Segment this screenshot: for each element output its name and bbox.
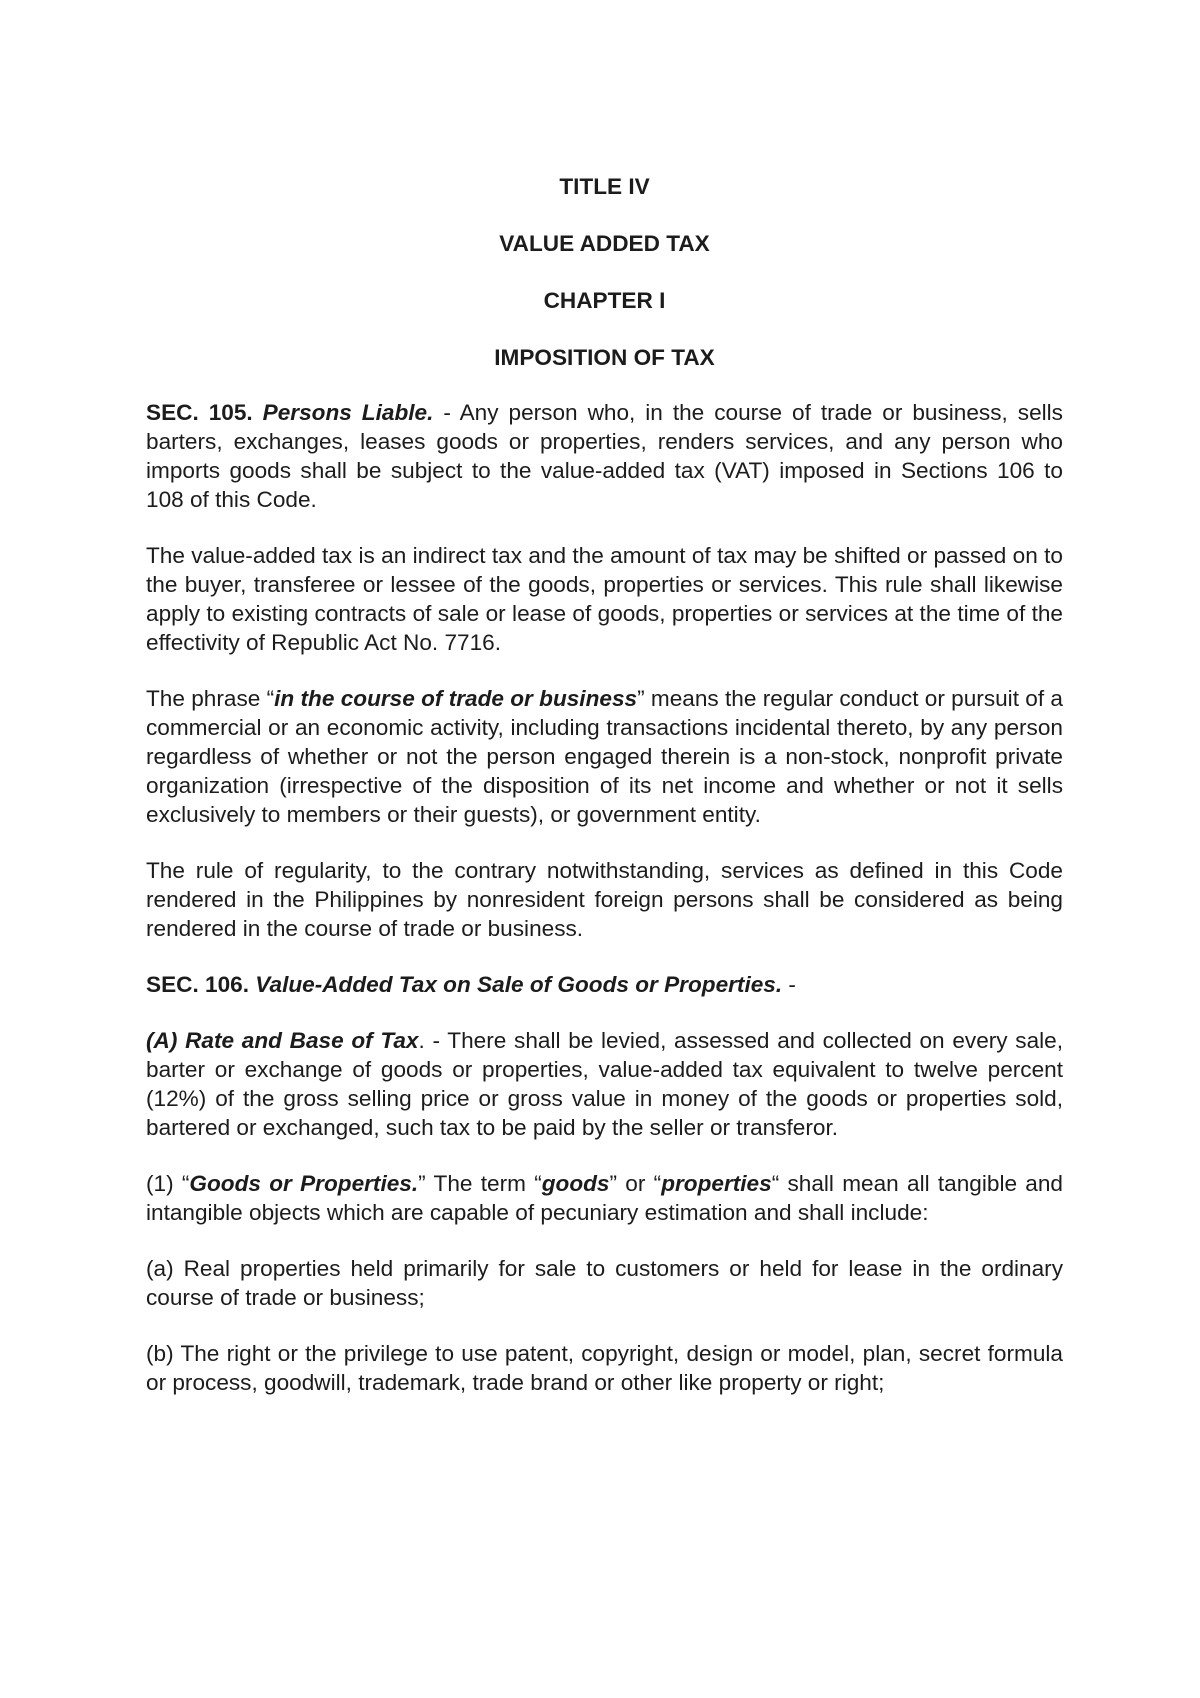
phrase-after: ” means the regular conduct or pursuit of a commercial or an economic activity, including transactions incidental thereto, by any person regardless of whether or not the person engaged therein is a non-stock, nonprofit private organization (irrespective of the disposition of its net income and whether or not it sells exclusively to members or their guests), or government entity.: [146, 686, 1063, 827]
goods-properties-paragraph: [146, 1169, 1063, 1227]
item1-term-goods: goods: [541, 1171, 610, 1196]
sec-106-heading: Value-Added Tax on Sale of Goods or Properties.: [255, 972, 783, 997]
item1-term-properties: properties: [661, 1171, 772, 1196]
sec-106-label: SEC. 106.: [146, 972, 249, 997]
item-a-paragraph: (a) Real properties held primarily for sale to customers or held for lease in the ordinary course of trade or business;: [146, 1256, 1063, 1310]
sec-105-paragraph: [146, 398, 1063, 514]
item1-text: “ shall mean all tangible and intangible objects which are capable of pecuniary estimation and shall include:: [146, 1171, 1063, 1225]
chapter-title-heading: IMPOSITION OF TAX: [494, 345, 715, 370]
rate-base-paragraph: [146, 1026, 1063, 1142]
sec-105-text: - Any person who, in the course of trade or business, sells barters, exchanges, leases goods or properties, renders services, and any person who imports goods shall be subject to the value-added tax (VAT) imposed in Sections 106 to 108 of this Code.: [146, 400, 1063, 512]
item-b-paragraph: (b) The right or the privilege to use patent, copyright, design or model, plan, secret formula or process, goodwill, trademark, trade brand or other like property or right;: [146, 1341, 1063, 1395]
document-page: [146, 172, 1063, 1424]
rate-base-heading: (A) Rate and Base of Tax: [146, 1028, 419, 1053]
sec-106-suffix: -: [782, 972, 796, 997]
regularity-paragraph: The rule of regularity, to the contrary notwithstanding, services as defined in this Code rendered in the Philippines by nonresident foreign persons shall be considered as being rendered in the course of trade or business.: [146, 858, 1063, 941]
subtitle-heading: VALUE ADDED TAX: [499, 231, 710, 256]
title-heading: TITLE IV: [559, 174, 650, 199]
item1-mid1: ” The term “: [418, 1171, 542, 1196]
chapter-heading: CHAPTER I: [543, 288, 666, 313]
item1-mid2: ” or “: [609, 1171, 662, 1196]
item1-prefix: (1) “: [146, 1171, 190, 1196]
sec-105-label: SEC. 105.: [146, 400, 253, 425]
sec-105-heading: Persons Liable.: [262, 400, 434, 425]
trade-business-paragraph: [146, 684, 1063, 829]
phrase-before: The phrase “: [146, 686, 275, 711]
indirect-tax-paragraph: The value-added tax is an indirect tax and the amount of tax may be shifted or passed on to the buyer, transferee or lessee of the goods, properties or services. This rule shall likewise apply to existing contracts of sale or lease of goods, properties or services at the time of the effectivity of Republic Act No. 7716.: [146, 543, 1063, 655]
sec-106-paragraph: [146, 970, 1063, 999]
rate-base-text: . - There shall be levied, assessed and collected on every sale, barter or exchange of goods or properties, value-added tax equivalent to twelve percent (12%) of the gross selling price or gross value in money of the goods or properties sold, bartered or exchanged, such tax to be paid by the seller or transferor.: [146, 1028, 1064, 1140]
phrase-term: in the course of trade or business: [274, 686, 638, 711]
item1-heading: Goods or Properties.: [189, 1171, 419, 1196]
